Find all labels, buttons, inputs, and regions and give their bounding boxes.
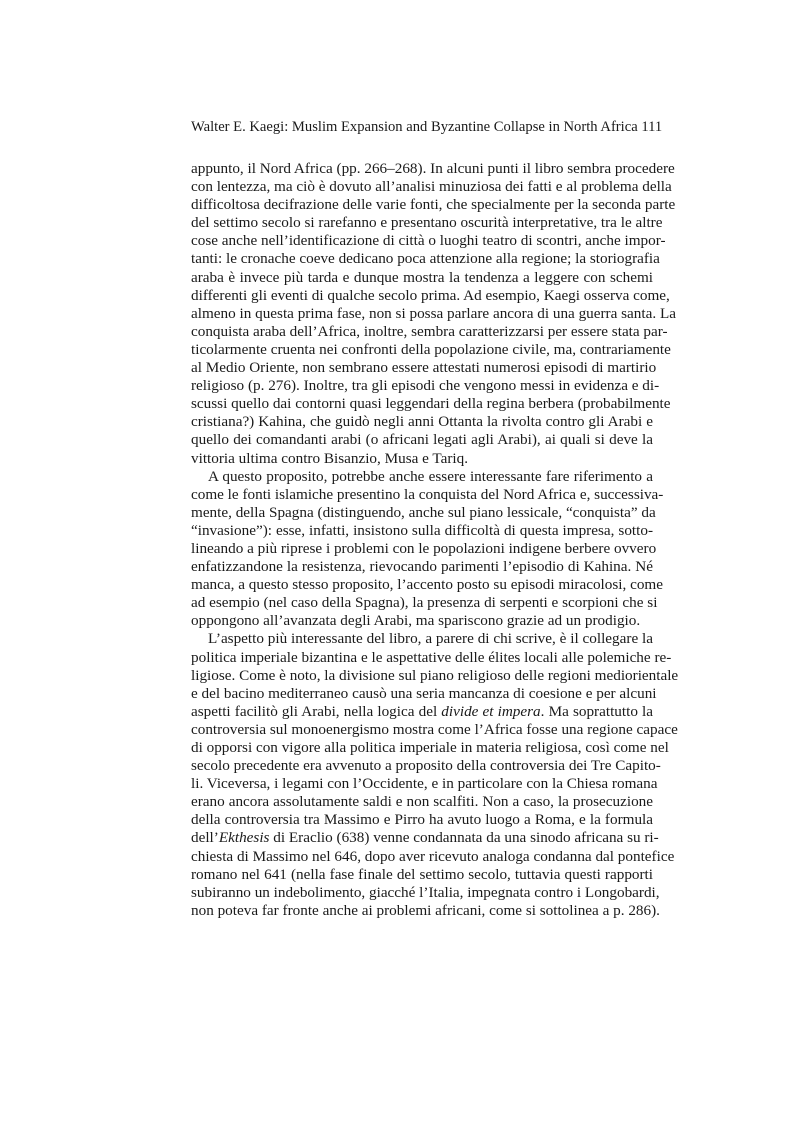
text-line: enfatizzandone la resistenza, rievocando parimenti l’episodio di Kahina. Né	[191, 558, 653, 576]
text-line: “invasione”): esse, infatti, insistono sulla difficoltà di questa impresa, sotto-	[191, 521, 653, 539]
text-line: lineando a più riprese i problemi con le popolazioni indigene berbere ovvero	[191, 539, 657, 557]
italic-text: Ekthesis	[218, 829, 270, 847]
text-line: L’aspetto più interessante del libro, a parere di chi scrive, è il collegare la	[208, 630, 653, 648]
text-line: differenti gli eventi di qualche secolo prima. Ad esempio, Kaegi osserva come,	[191, 286, 670, 304]
text-line: ticolarmente cruenta nei confronti della popolazione civile, ma, contrariamente	[191, 340, 671, 358]
paragraph	[191, 160, 676, 468]
body-text	[191, 160, 679, 920]
text-line: cristiana?) Kahina, che guidò negli anni Ottanta la rivolta contro gli Arabi e	[191, 413, 653, 431]
text-segment: aspetti facilitò gli Arabi, nella logica del	[191, 702, 442, 720]
text-line: e del bacino mediterraneo causò una seria mancanza di coesione e per alcuni	[191, 684, 657, 702]
running-title: Walter E. Kaegi: Muslim Expansion and Byzantine Collapse in North Africa	[191, 119, 638, 135]
text-line: vittoria ultima contro Bisanzio, Musa e Tariq.	[191, 449, 469, 467]
text-line: chiesta di Massimo nel 646, dopo aver ricevuto analoga condanna dal pontefice	[191, 847, 675, 865]
text-line: politica imperiale bizantina e le aspettative delle élites locali alle polemiche re-	[191, 648, 672, 666]
text-line: mente, della Spagna (distinguendo, anche sul piano lessicale, “conquista” da	[191, 503, 656, 521]
text-line: A questo proposito, potrebbe anche essere interessante fare riferimento a	[208, 467, 653, 485]
text-line: appunto, il Nord Africa (pp. 266–268). In alcuni punti il libro sembra procedere	[191, 160, 675, 177]
text-line: del settimo secolo si rarefanno e presentano oscurità interpretative, tra le altre	[191, 214, 663, 232]
running-header	[191, 119, 663, 136]
text-line: cose anche nell’identificazione di città o luoghi teatro di scontri, anche impor-	[191, 232, 666, 250]
text-line: di opporsi con vigore alla politica imperiale in materia religiosa, così come nel	[191, 739, 669, 756]
text-line: oppongono all’avanzata degli Arabi, ma spariscono grazie ad un prodigio.	[191, 612, 641, 630]
text-line	[191, 829, 659, 847]
text-line: erano ancora assolutamente saldi e non scalfiti. Non a caso, la prosecuzione	[191, 793, 653, 811]
text-line: subiranno un indebolimento, giacché l’Italia, impegnata contro i Longobardi,	[191, 883, 660, 901]
text-line: araba è invece più tarda e dunque mostra la tendenza a leggere con schemi	[191, 268, 653, 286]
text-line	[191, 703, 653, 721]
text-line: scussi quello dai contorni quasi leggendari della regina berbera (probabilmente	[191, 395, 671, 413]
italic-text: divide et impera	[441, 702, 541, 720]
text-segment: . Ma soprattutto la	[540, 702, 653, 720]
text-line: secolo precedente era avvenuto a proposito della controversia dei Tre Capito-	[191, 757, 661, 775]
text-line: come le fonti islamiche presentino la conquista del Nord Africa e, successiva-	[191, 485, 664, 503]
paragraph	[191, 467, 664, 631]
text-line: tanti: le cronache coeve dedicano poca attenzione alla regione; la storiografia	[191, 250, 660, 268]
text-line: della controversia tra Massimo e Pirro ha avuto luogo a Roma, e la formula	[191, 811, 653, 829]
text-line: manca, a questo stesso proposito, l’accento posto su episodi miracolosi, come	[191, 576, 663, 594]
text-line: con lentezza, ma ciò è dovuto all’analisi minuziosa dei fatti e al problema della	[191, 178, 672, 196]
text-line: romano nel 641 (nella fase finale del settimo secolo, tuttavia questi rapporti	[191, 865, 653, 883]
text-line: quello dei comandanti arabi (o africani legati agli Arabi), ai quali si deve la	[191, 431, 653, 449]
text-line: ad esempio (nel caso della Spagna), la presenza di serpenti e scorpioni che si	[191, 594, 658, 612]
text-segment: dell’	[191, 829, 219, 847]
text-line: almeno in questa prima fase, non si possa parlare ancora di una guerra santa. La	[191, 304, 676, 322]
text-line: religioso (p. 276). Inoltre, tra gli episodi che vengono messi in evidenza e di-	[191, 377, 660, 395]
page-number: 111	[641, 119, 663, 135]
text-line: li. Viceversa, i legami con l’Occidente, e in particolare con la Chiesa romana	[191, 775, 658, 793]
text-line: controversia sul monoenergismo mostra come l’Africa fosse una regione capace	[191, 720, 678, 738]
text-line: al Medio Oriente, non sembrano essere attestati numerosi episodi di martirio	[191, 359, 657, 377]
text-line: non poteva far fronte anche ai problemi africani, come si sottolinea a p. 286).	[191, 901, 660, 919]
text-line: conquista araba dell’Africa, inoltre, sembra caratterizzarsi per essere stata par-	[191, 322, 668, 340]
paragraph	[191, 630, 679, 920]
text-segment: di Eraclio (638) venne condannata da una sinodo africana su ri-	[269, 829, 659, 847]
text-line: difficoltosa decifrazione delle varie fonti, che specialmente per la seconda parte	[191, 196, 676, 214]
text-line: ligiose. Come è noto, la divisione sul piano religioso delle regioni mediorientale	[191, 666, 679, 684]
